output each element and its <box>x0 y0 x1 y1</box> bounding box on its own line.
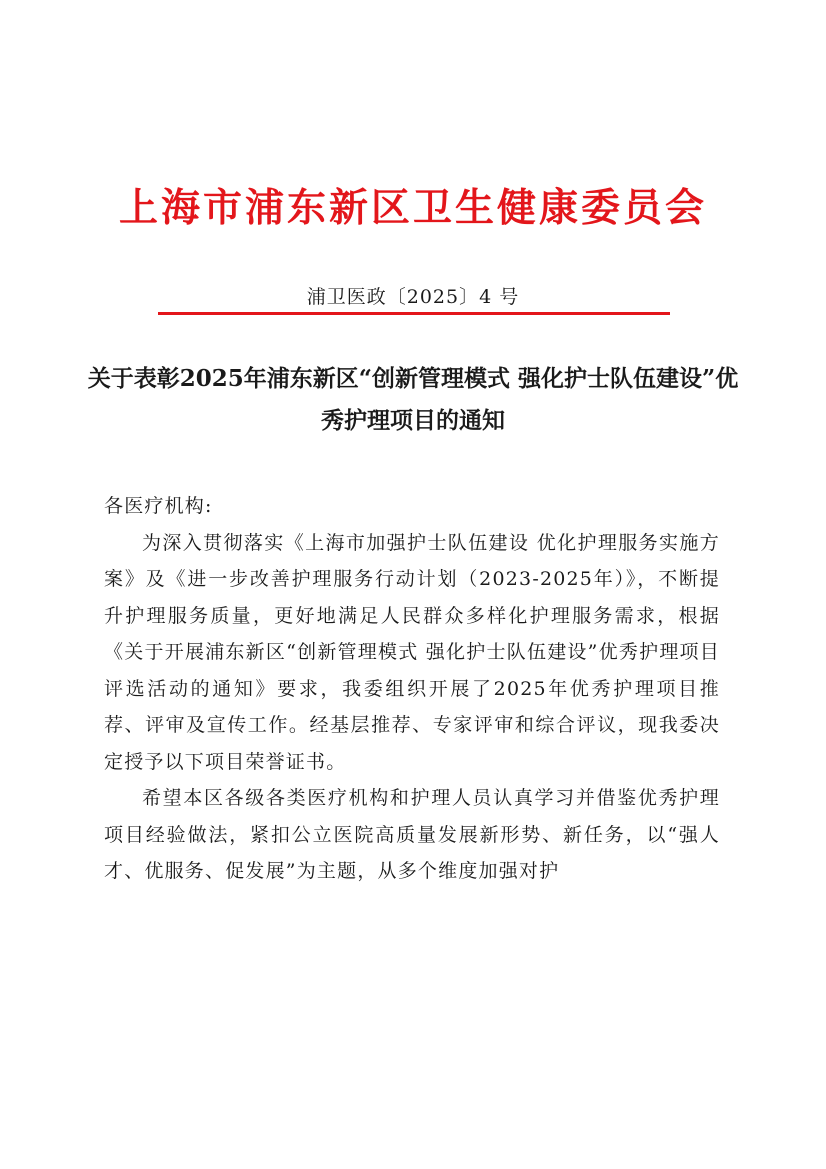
red-divider-line <box>158 312 670 315</box>
body-paragraph-1: 为深入贯彻落实《上海市加强护士队伍建设 优化护理服务实施方案》及《进一步改善护理服务行动计划（2023-2025年）》，不断提升护理服务质量，更好地满足人民群众多样化护理服务需求，根据《关于开展浦东新区“创新管理模式 强化护士队伍建设”优秀护理项目评选活动的通知》要求，我委组织开展了2025年优秀护理项目推荐、评审及宣传工作。经基层推荐、专家评审和综合评议，现我委决定授予以下项目荣誉证书。 <box>104 531 720 773</box>
notice-body <box>104 488 720 890</box>
issuing-organization-header: 上海市浦东新区卫生健康委员会 <box>118 185 707 231</box>
body-paragraph-2: 希望本区各级各类医疗机构和护理人员认真学习并借鉴优秀护理项目经验做法，紧扣公立医院高质量发展新形势、新任务，以“强人才、优服务、促发展”为主题，从多个维度加强对护 <box>104 787 720 882</box>
notice-title: 关于表彰2025年浦东新区“创新管理模式 强化护士队伍建设”优秀护理项目的通知 <box>87 365 739 434</box>
document-number: 浦卫医政〔2025〕4 号 <box>306 286 520 308</box>
salutation: 各医疗机构: <box>104 495 213 517</box>
